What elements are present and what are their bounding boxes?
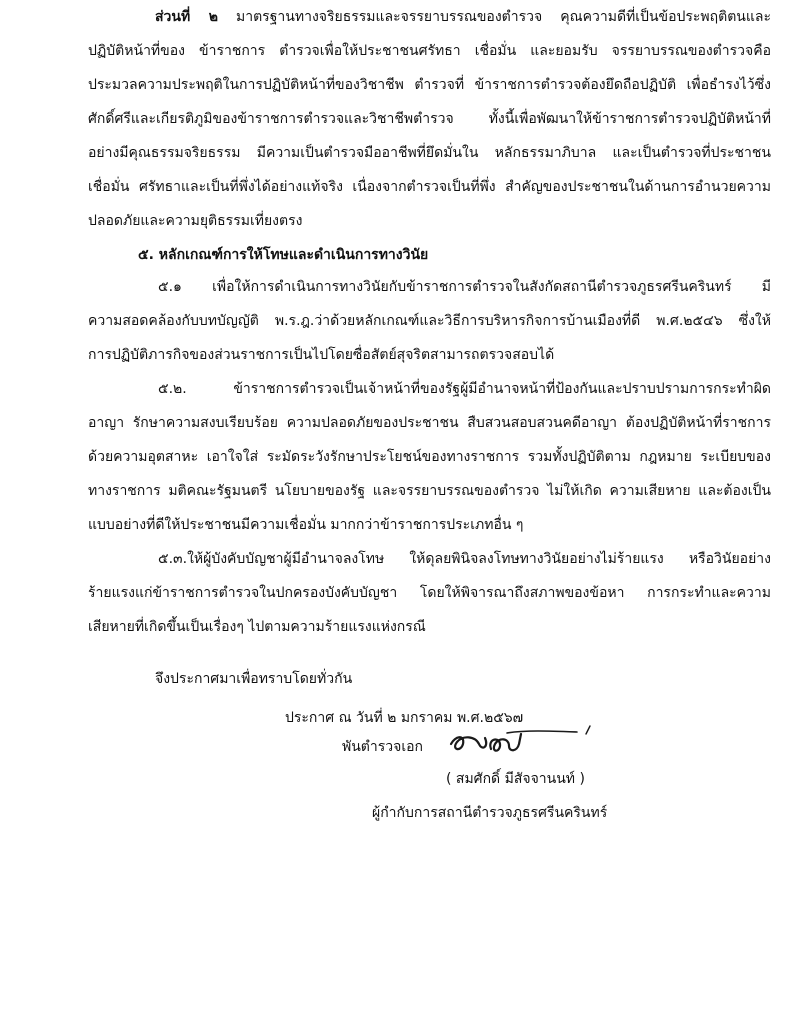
signer-name: ( สมศักดิ์ มีสัจจานนท์ ) (446, 771, 585, 787)
section2-first-line (155, 6, 771, 28)
announcement-closing: จึงประกาศมาเพื่อทราบโดยทั่วกัน (155, 671, 353, 687)
section2-first-line-text: มาตรฐานทางจริยธรรมและจรรยาบรรณของตำรวจ คุณความดีที่เป็นข้อประพฤติตนและ (217, 9, 771, 25)
section5-2-line: อาญา รักษาความสงบเรียบร้อย ความปลอดภัยของประชาชน สืบสวนสอบสวนคดีอาญา ต้องปฏิบัติหน้าที่ราชการ (88, 415, 771, 431)
section2-heading: ส่วนที่ ๒ (155, 9, 218, 25)
signer-rank: พันตำรวจเอก (342, 739, 424, 755)
section5-2-line: ทางราชการ มติคณะรัฐมนตรี นโยบายของรัฐ และจรรยาบรรณของตำรวจ ไม่ให้เกิด ความเสียหาย และต้องเป็น (88, 483, 771, 499)
section2-line: ปลอดภัยและความยุติธรรมเที่ยงตรง (88, 213, 303, 229)
section5-3-line: ๕.๓.ให้ผู้บังคับบัญชาผู้มีอำนาจลงโทษ ให้ดุลยพินิจลงโทษทางวินัยอย่างไม่ร้ายแรง หรือวินัยอย่าง (158, 551, 771, 567)
section5-3-line: เสียหายที่เกิดขึ้นเป็นเรื่องๆ ไปตามความร้ายแรงแห่งกรณี (88, 619, 426, 635)
section2-line: ศักดิ์ศรีและเกียรติภูมิของข้าราชการตำรวจและวิชาชีพตำรวจ ทั้งนี้เพื่อพัฒนาให้ข้าราชการตำรวจปฏิบัติหน้าที่ (88, 111, 771, 127)
section5-2-line: ด้วยความอุตสาหะ เอาใจใส่ ระมัดระวังรักษาประโยชน์ของทางราชการ รวมทั้งปฏิบัติตาม กฎหมาย ระเบียบของ (88, 449, 771, 465)
section2-line: เชื่อมั่น ศรัทธาและเป็นที่พึ่งได้อย่างแท้จริง เนื่องจากตำรวจเป็นที่พึ่ง สำคัญของประชาชนในด้านการอำนวยความ (88, 179, 771, 195)
section2-line: ประมวลความประพฤติในการปฏิบัติหน้าที่ของวิชาชีพ ตำรวจที่ ข้าราชการตำรวจต้องยึดถือปฏิบัติ เพื่อธำรงไว้ซึ่ง (88, 77, 771, 93)
section2-line: อย่างมีคุณธรรมจริยธรรม มีความเป็นตำรวจมืออาชีพที่ยึดมั่นใน หลักธรรมาภิบาล และเป็นตำรวจที่ประชาชน (88, 145, 771, 161)
section5-2-line: แบบอย่างที่ดีให้ประชาชนมีความเชื่อมั่น มากกว่าข้าราชการประเภทอื่น ๆ (88, 517, 524, 533)
section2-line: ปฏิบัติหน้าที่ของ ข้าราชการ ตำรวจเพื่อให้ประชาชนศรัทธา เชื่อมั่น และยอมรับ จรรยาบรรณของตำรวจคือ (88, 43, 771, 59)
section5-2-line: ๕.๒. ข้าราชการตำรวจเป็นเจ้าหน้าที่ของรัฐผู้มีอำนาจหน้าที่ป้องกันและปราบปรามการกระทำผิด (158, 381, 771, 397)
signer-position: ผู้กำกับการสถานีตำรวจภูธรศรีนครินทร์ (372, 805, 608, 821)
section5-1-line: ความสอดคล้องกับบทบัญญัติ พ.ร.ฎ.ว่าด้วยหลักเกณฑ์และวิธีการบริหารกิจการบ้านเมืองที่ดี พ.ศ.๒๕๔๖ ซึ่งให้ (88, 313, 771, 329)
section5-1-line: การปฏิบัติภารกิจของส่วนราชการเป็นไปโดยซื่อสัตย์สุจริตสามารถตรวจสอบได้ (88, 347, 555, 363)
handwritten-signature-icon (445, 722, 605, 764)
section5-heading: ๕. หลักเกณฑ์การให้โทษและดำเนินการทางวินัย (138, 247, 429, 263)
announcement-date: ประกาศ ณ วันที่ ๒ มกราคม พ.ศ.๒๕๖๗ (285, 710, 524, 726)
section5-3-line: ร้ายแรงแก่ข้าราชการตำรวจในปกครองบังคับบัญชา โดยให้พิจารณาถึงสภาพของข้อหา การกระทำและความ (88, 585, 771, 601)
section5-1-line: ๕.๑ เพื่อให้การดำเนินการทางวินัยกับข้าราชการตำรวจในสังกัดสถานีตำรวจภูธรศรีนครินทร์ มี (158, 279, 771, 295)
